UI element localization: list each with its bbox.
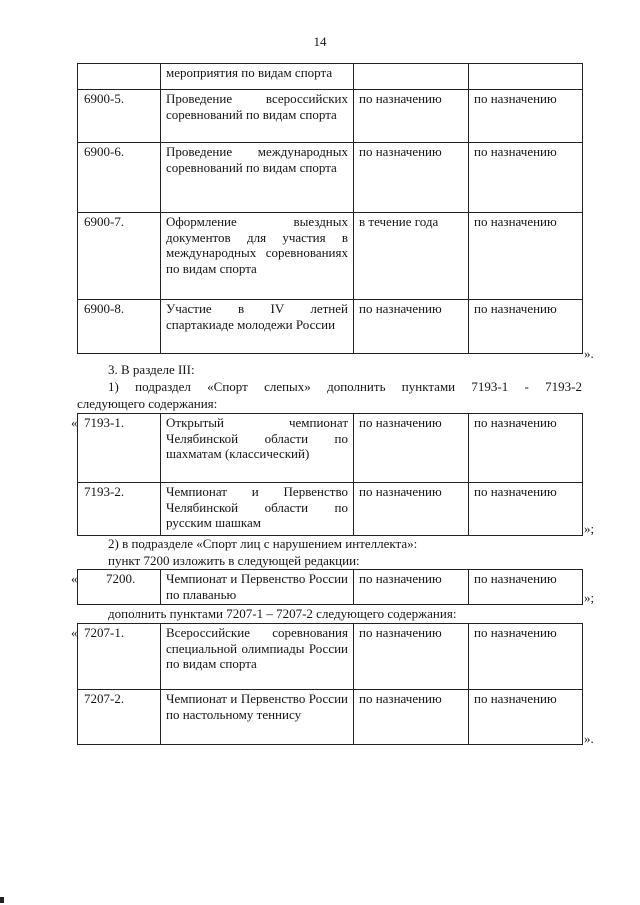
item-deadline: по назначению [354, 143, 469, 213]
table-blind-sport [77, 413, 583, 536]
opening-quote: « [71, 571, 78, 586]
item-name: Чемпионат и Первенство России по плаванью [161, 570, 354, 605]
page-number: 14 [313, 34, 327, 49]
table-row [78, 90, 583, 143]
scan-mark [0, 897, 4, 903]
section-heading: 3. В разделе III: [108, 362, 195, 377]
opening-quote: « [71, 415, 78, 430]
paragraph: дополнить пунктами 7207-1 – 7207-2 следующего содержания: [108, 606, 457, 621]
table-row [78, 300, 583, 354]
table-intellect-sport-7207 [77, 623, 583, 745]
item-responsible: по назначению [469, 143, 583, 213]
item-deadline: по назначению [354, 624, 469, 690]
item-number: 7207-2. [78, 690, 161, 745]
table-sport-events [77, 63, 583, 354]
table-row [78, 213, 583, 300]
item-deadline: по назначению [354, 300, 469, 354]
table-row [78, 690, 583, 745]
closing-quote: »; [584, 521, 595, 536]
item-deadline: по назначению [354, 483, 469, 536]
item-responsible: по назначению [469, 90, 583, 143]
item-responsible: по назначению [469, 570, 583, 605]
item-name: Оформление выездных документов для участия в международных соревнованиях по видам спорта [161, 213, 354, 300]
table-row [78, 483, 583, 536]
item-name: Чемпионат и Первенство Челябинской области по русским шашкам [161, 483, 354, 536]
item-number: 6900-6. [78, 143, 161, 213]
item-number: 6900-7. [78, 213, 161, 300]
closing-quote: »; [584, 590, 595, 605]
opening-quote: « [71, 625, 78, 640]
paragraph: пункт 7200 изложить в следующей редакции: [108, 553, 360, 568]
item-number: 7193-2. [78, 483, 161, 536]
item-name: Всероссийские соревнования специальной олимпиады России по видам спорта [161, 624, 354, 690]
paragraph: 2) в подразделе «Спорт лиц с нарушением интеллекта»: [108, 536, 418, 551]
table-row [78, 64, 583, 90]
paragraph: следующего содержания: [77, 396, 218, 411]
item-number: 7207-1. [78, 624, 161, 690]
item-number: 7200. [78, 570, 161, 605]
item-responsible: по назначению [469, 624, 583, 690]
item-name: Открытый чемпионат Челябинской области по шахматам (классический) [161, 414, 354, 483]
item-responsible: по назначению [469, 690, 583, 745]
closing-quote: ». [584, 731, 594, 746]
table-row [78, 143, 583, 213]
item-responsible: по назначению [469, 213, 583, 300]
item-responsible: по назначению [469, 483, 583, 536]
item-name: Участие в IV летней спартакиаде молодежи России [161, 300, 354, 354]
item-responsible: по назначению [469, 300, 583, 354]
table-row [78, 414, 583, 483]
paragraph: 1) подраздел «Спорт слепых» дополнить пунктами 7193-1 - 7193-2 [108, 379, 582, 394]
item-name: мероприятия по видам спорта [161, 64, 354, 90]
item-deadline: в течение года [354, 213, 469, 300]
table-row [78, 570, 583, 605]
item-deadline: по назначению [354, 570, 469, 605]
item-deadline: по назначению [354, 414, 469, 483]
item-responsible [469, 64, 583, 90]
item-number: 7193-1. [78, 414, 161, 483]
item-deadline: по назначению [354, 690, 469, 745]
table-row [78, 624, 583, 690]
table-intellect-sport-7200 [77, 569, 583, 605]
item-name: Чемпионат и Первенство России по настольному теннису [161, 690, 354, 745]
item-number: 6900-8. [78, 300, 161, 354]
item-number [78, 64, 161, 90]
item-responsible: по назначению [469, 414, 583, 483]
item-deadline [354, 64, 469, 90]
closing-quote: ». [584, 346, 594, 361]
item-name: Проведение всероссийских соревнований по видам спорта [161, 90, 354, 143]
item-number: 6900-5. [78, 90, 161, 143]
item-deadline: по назначению [354, 90, 469, 143]
item-name: Проведение международных соревнований по видам спорта [161, 143, 354, 213]
